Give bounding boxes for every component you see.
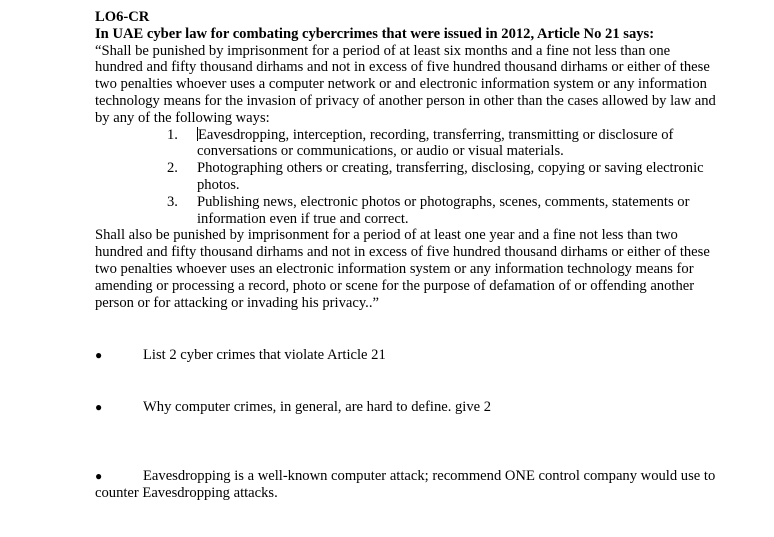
paragraph-line: hundred and fifty thousand dirhams and not in excess of five hundred thousand dirhams or either of these [95, 244, 710, 261]
bullet-icon: ● [95, 400, 103, 414]
list-item-line: conversations or communications, or audio or visual materials. [197, 143, 564, 160]
document-heading: In UAE cyber law for combating cybercrimes that were issued in 2012, Article No 21 says: [95, 25, 655, 42]
question-text: Why computer crimes, in general, are hard to define. give 2 [143, 399, 492, 415]
paragraph-line: person or for attacking or invading his privacy..” [95, 294, 379, 311]
list-item [95, 160, 735, 194]
paragraph-line: “Shall be punished by imprisonment for a period of at least six months and a fine not less than one [95, 42, 671, 59]
list-item-line: Photographing others or creating, transferring, disclosing, copying or saving electronic [197, 160, 704, 177]
list-item [95, 127, 735, 161]
document-code: LO6-CR [95, 9, 150, 25]
list-item [95, 194, 735, 228]
paragraph-line: Shall also be punished by imprisonment for a period of at least one year and a fine not less than two [95, 227, 678, 244]
paragraph-line: two penalties whoever uses an electronic information system or any information technology means for [95, 260, 694, 277]
list-number: 2. [167, 160, 178, 177]
paragraph-line: by any of the following ways: [95, 109, 270, 126]
document-body [95, 9, 735, 311]
list-item-line: information even if true and correct. [197, 210, 409, 227]
list-number: 3. [167, 193, 178, 210]
paragraph-line: two penalties whoever uses a computer network or and electronic information system or any information [95, 76, 707, 93]
article-paragraph-2 [95, 227, 735, 311]
numbered-list [95, 127, 735, 228]
article-paragraph-1 [95, 43, 735, 127]
bullet-icon: ● [95, 469, 103, 483]
list-number: 1. [167, 126, 178, 143]
list-item-line: photos. [197, 176, 240, 193]
question-text: Eavesdropping is a well-known computer attack; recommend ONE control company would use to counter Eavesdropping attacks. [95, 468, 716, 501]
question-3 [95, 468, 735, 502]
list-item-line: Publishing news, electronic photos or photographs, scenes, comments, statements or [197, 193, 690, 210]
paragraph-line: amending or processing a record, photo or scene for the purpose of defamation of or offending another [95, 277, 695, 294]
question-1 [95, 347, 735, 364]
paragraph-line: hundred and fifty thousand dirhams and not in excess of five hundred thousand dirhams or either of these [95, 59, 710, 76]
paragraph-line: technology means for the invasion of privacy of another person in other than the cases allowed by law and [95, 92, 716, 109]
question-2 [95, 399, 735, 416]
list-item-line: Eavesdropping, interception, recording, transferring, transmitting or disclosure of [198, 126, 674, 143]
question-text: List 2 cyber crimes that violate Article 21 [143, 347, 386, 363]
bullet-icon: ● [95, 348, 103, 362]
